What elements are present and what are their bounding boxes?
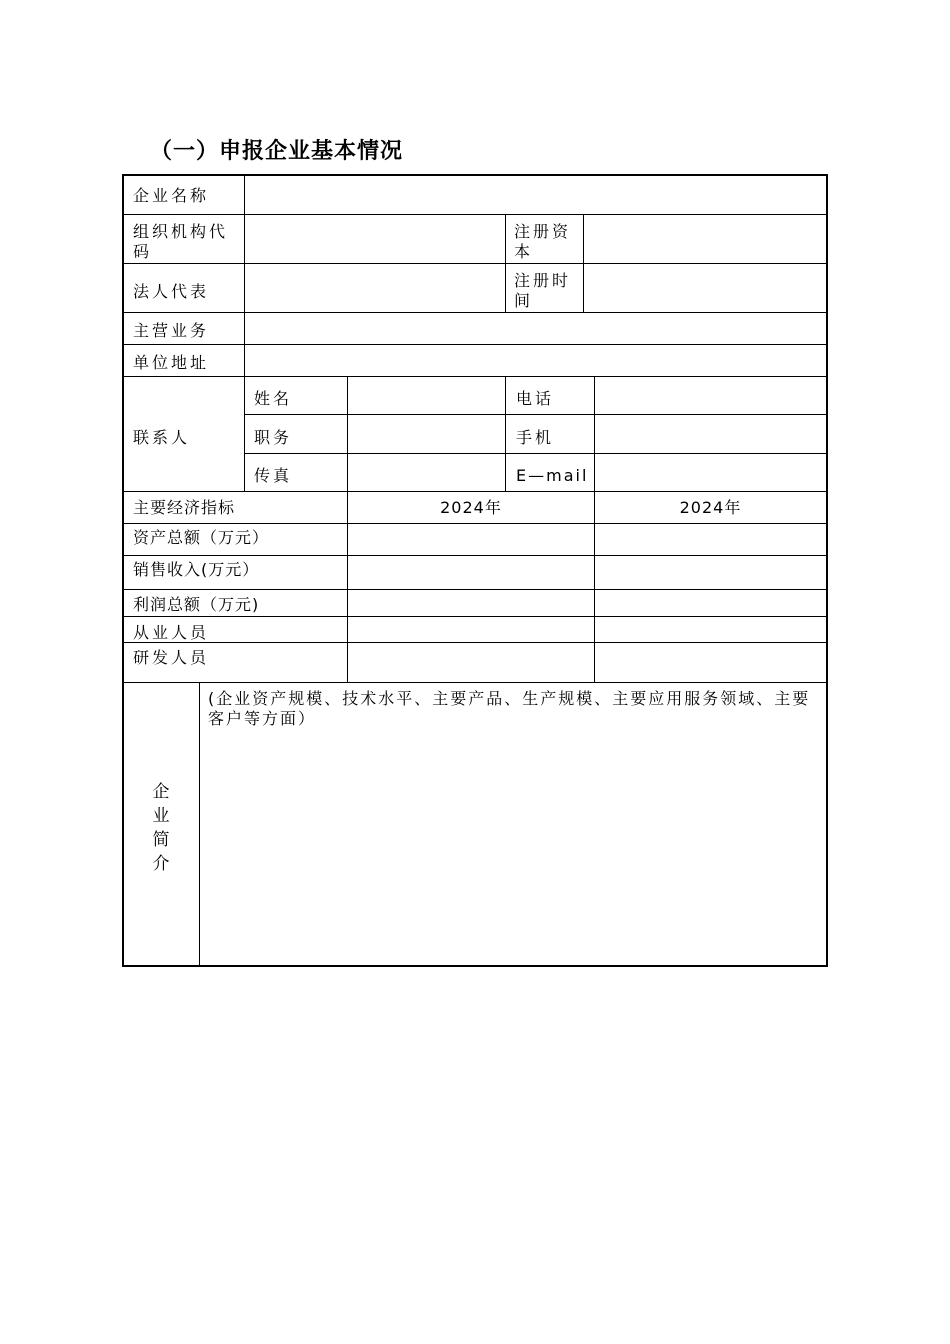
address-field[interactable]	[245, 345, 826, 376]
reg-capital-field[interactable]	[584, 215, 826, 263]
org-code-label-line2: 码	[133, 242, 153, 261]
mobile-field[interactable]	[595, 415, 826, 453]
reg-capital-label-line2: 本	[514, 242, 534, 261]
total-assets-label: 资产总额（万元）	[133, 528, 270, 547]
email-field[interactable]	[595, 454, 826, 491]
sales-revenue-year1-field[interactable]	[348, 556, 594, 589]
reg-capital-label-line1: 注册资	[514, 222, 572, 241]
org-code-label-line1: 组织机构代	[133, 222, 229, 241]
reg-time-label	[514, 271, 571, 311]
org-code-field[interactable]	[245, 215, 505, 263]
reg-time-label-line2: 间	[514, 291, 534, 310]
contact-position-field[interactable]	[348, 415, 505, 453]
company-name-field[interactable]	[245, 176, 826, 214]
total-profit-label: 利润总额（万元)	[133, 595, 260, 614]
main-business-field[interactable]	[245, 313, 826, 344]
indicators-label: 主要经济指标	[133, 498, 236, 517]
rd-staff-year1-field[interactable]	[348, 643, 594, 682]
contact-name-label: 姓名	[254, 389, 293, 408]
fax-field[interactable]	[348, 454, 505, 491]
year2-header: 2024年	[679, 498, 742, 517]
mobile-label: 手机	[516, 428, 555, 447]
employees-year2-field[interactable]	[595, 617, 826, 642]
company-profile-field[interactable]	[200, 683, 826, 965]
total-profit-year2-field[interactable]	[595, 590, 826, 616]
contact-label: 联系人	[133, 428, 191, 447]
year1-header: 2024年	[440, 498, 502, 517]
total-assets-year2-field[interactable]	[595, 524, 826, 555]
contact-name-field[interactable]	[348, 377, 505, 414]
total-assets-year1-field[interactable]	[348, 524, 594, 555]
section-title: （一）申报企业基本情况	[150, 139, 404, 164]
email-label: E—mail	[516, 466, 589, 485]
legal-rep-label: 法人代表	[133, 282, 210, 301]
profile-char-4: 介	[152, 854, 170, 874]
fax-label: 传真	[254, 466, 293, 485]
sales-revenue-year2-field[interactable]	[595, 556, 826, 589]
company-name-label: 企业名称	[133, 186, 210, 205]
org-code-label	[133, 222, 228, 262]
contact-position-label: 职务	[254, 428, 293, 447]
company-profile-label	[151, 780, 171, 876]
phone-field[interactable]	[595, 377, 826, 414]
reg-capital-label	[514, 222, 571, 262]
profile-char-1: 企	[152, 782, 170, 802]
rd-staff-label: 研发人员	[133, 648, 210, 667]
main-business-label: 主营业务	[133, 321, 210, 340]
profile-char-3: 简	[152, 830, 170, 850]
legal-rep-field[interactable]	[245, 264, 505, 312]
address-label: 单位地址	[133, 353, 210, 372]
total-profit-year1-field[interactable]	[348, 590, 594, 616]
rd-staff-year2-field[interactable]	[595, 643, 826, 682]
sales-revenue-label: 销售收入(万元）	[133, 560, 260, 579]
company-profile-hint: (企业资产规模、技术水平、主要产品、生产规模、主要应用服务领域、主要客户等方面）	[208, 689, 811, 728]
reg-time-label-line1: 注册时	[514, 271, 572, 290]
phone-label: 电话	[516, 389, 555, 408]
employees-year1-field[interactable]	[348, 617, 594, 642]
company-info-form	[122, 174, 828, 967]
employees-label: 从业人员	[133, 623, 210, 642]
reg-time-field[interactable]	[584, 264, 826, 312]
profile-char-2: 业	[152, 806, 170, 826]
